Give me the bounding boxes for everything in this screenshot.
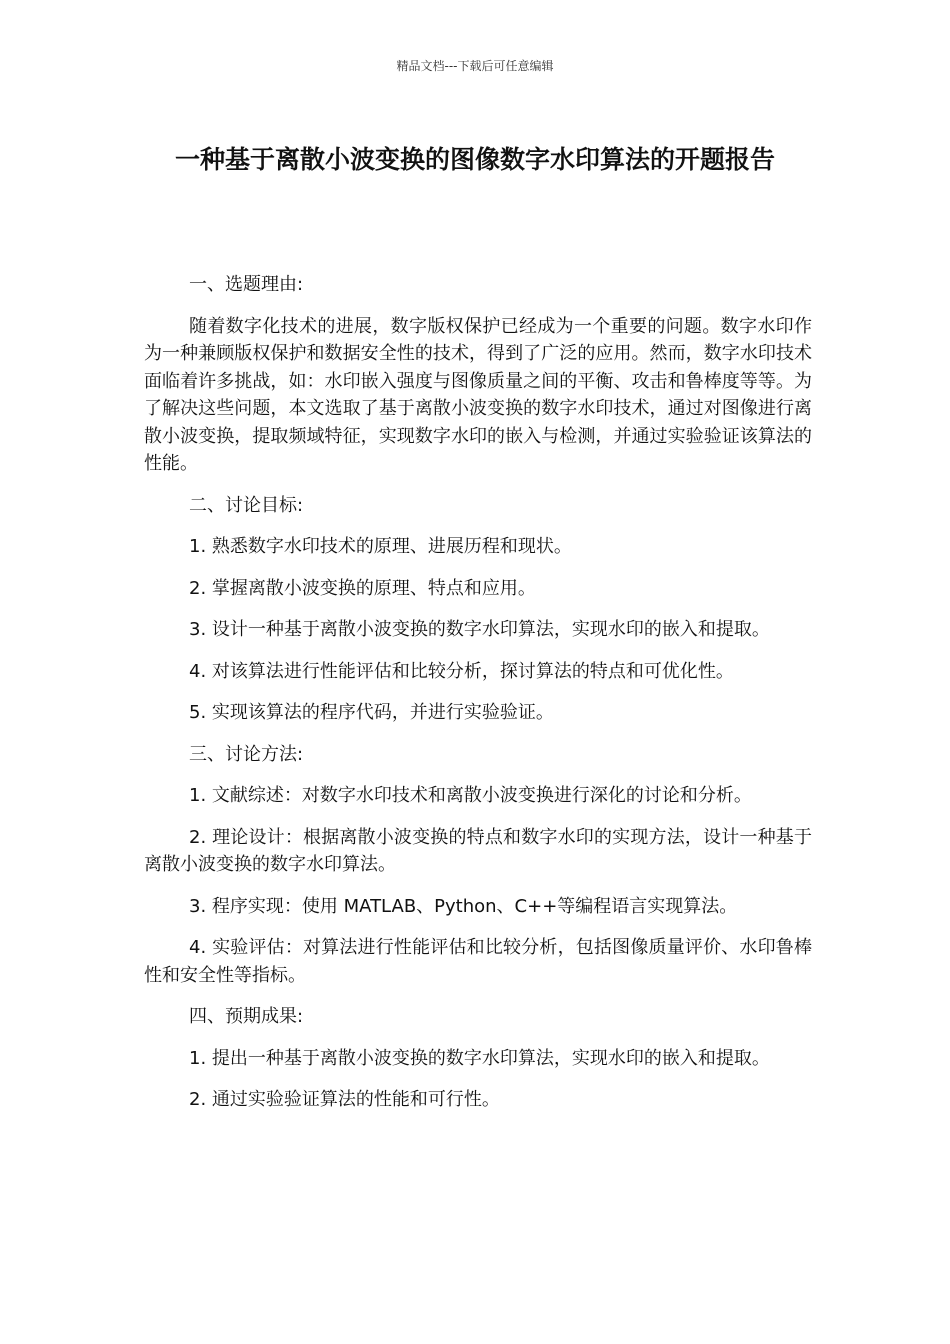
outcome-item-2: 2. 通过实验验证算法的性能和可行性。 xyxy=(189,1089,500,1110)
page-header-note: 精品文档---下载后可任意编辑 xyxy=(396,59,554,73)
document-title: 一种基于离散小波变换的图像数字水印算法的开题报告 xyxy=(174,145,775,174)
method-item-1: 1. 文献综述：对数字水印技术和离散小波变换进行深化的讨论和分析。 xyxy=(189,785,752,806)
method-item-2: 2. 理论设计：根据离散小波变换的特点和数字水印的实现方法，设计一种基于离散小波变换的数字水印算法。 xyxy=(144,826,812,875)
goal-item-3: 3. 设计一种基于离散小波变换的数字水印算法，实现水印的嵌入和提取。 xyxy=(189,619,770,640)
goal-item-5: 5. 实现该算法的程序代码，并进行实验验证。 xyxy=(189,702,554,723)
goal-item-1: 1. 熟悉数字水印技术的原理、进展历程和现状。 xyxy=(189,536,572,557)
section-heading-methods: 三、讨论方法: xyxy=(189,743,304,765)
method-item-4: 4. 实验评估：对算法进行性能评估和比较分析，包括图像质量评价、水印鲁棒性和安全性等指标。 xyxy=(144,937,812,986)
reason-paragraph: 随着数字化技术的进展，数字版权保护已经成为一个重要的问题。数字水印作为一种兼顾版权保护和数据安全性的技术，得到了广泛的应用。然而，数字水印技术面临着许多挑战，如：水印嵌入强度与图像质量之间的平衡、攻击和鲁棒度等等。为了解决这些问题，本文选取了基于离散小波变换的数字水印技术，通过对图像进行离散小波变换，提取频域特征，实现数字水印的嵌入与检测，并通过实验验证该算法的性能。 xyxy=(144,315,812,474)
goal-item-4: 4. 对该算法进行性能评估和比较分析，探讨算法的特点和可优化性。 xyxy=(189,660,734,682)
section-heading-reason: 一、选题理由: xyxy=(189,274,304,295)
document-body xyxy=(144,271,812,1128)
section-heading-outcomes: 四、预期成果: xyxy=(189,1006,304,1027)
outcome-item-1: 1. 提出一种基于离散小波变换的数字水印算法，实现水印的嵌入和提取。 xyxy=(189,1047,770,1069)
goal-item-2: 2. 掌握离散小波变换的原理、特点和应用。 xyxy=(189,577,536,599)
method-item-3: 3. 程序实现：使用 MATLAB、Python、C++等编程语言实现算法。 xyxy=(189,895,738,917)
section-heading-goals: 二、讨论目标: xyxy=(189,494,304,516)
